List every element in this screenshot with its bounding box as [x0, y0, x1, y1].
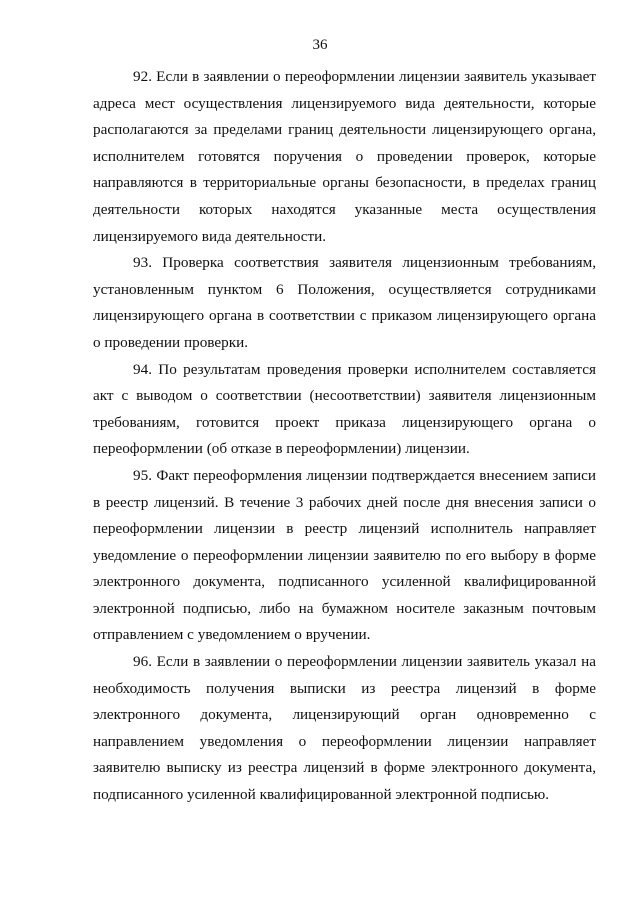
text-line: необходимость получения выписки из реестра лицензий в форме — [93, 679, 596, 697]
text-line: 96. Если в заявлении о переоформлении лицензии заявитель указал на — [133, 653, 596, 671]
document-body — [93, 64, 596, 809]
text-line: отправлением с уведомлением о вручении. — [93, 626, 371, 644]
text-line: переоформлении (об отказе в переоформлении) лицензии. — [93, 440, 470, 458]
text-line: направляются в территориальные органы безопасности, в пределах границ — [93, 174, 596, 192]
paragraph-93 — [93, 250, 596, 356]
text-line: лицензирующего органа в соответствии с приказом лицензирующего органа — [93, 307, 596, 325]
text-line: 93. Проверка соответствия заявителя лицензионным требованиям, — [133, 254, 596, 272]
text-line: подписанного усиленной квалифицированной электронной подписью. — [93, 786, 550, 804]
paragraph-95 — [93, 463, 596, 649]
text-line: электронного документа, подписанного усиленной квалифицированной — [93, 573, 596, 591]
text-line: располагаются за пределами границ деятельности лицензирующего органа, — [93, 121, 596, 139]
text-line: переоформлении лицензии в реестр лицензий исполнитель направляет — [93, 520, 596, 538]
text-line: заявителю выписку из реестра лицензий в форме электронного документа, — [93, 759, 596, 777]
paragraph-94 — [93, 357, 596, 463]
paragraph-96 — [93, 649, 596, 809]
paragraph-92 — [93, 64, 596, 250]
text-line: адреса мест осуществления лицензируемого вида деятельности, которые — [93, 94, 596, 112]
text-line: уведомление о переоформлении лицензии заявителю по его выбору в форме — [93, 546, 596, 564]
text-line: установленным пунктом 6 Положения, осуществляется сотрудниками — [93, 280, 596, 298]
text-line: электронного документа, лицензирующий орган одновременно с — [93, 706, 596, 724]
text-line: требованиям, готовится проект приказа лицензирующего органа о — [93, 413, 596, 431]
page-number: 36 — [312, 37, 328, 53]
text-line: 92. Если в заявлении о переоформлении лицензии заявитель указывает — [133, 68, 596, 85]
text-line: деятельности которых находятся указанные места осуществления — [93, 200, 596, 218]
text-line: исполнителем готовятся поручения о проведении проверок, которые — [93, 147, 596, 165]
text-line: о проведении проверки. — [93, 333, 249, 351]
text-line: в реестр лицензий. В течение 3 рабочих дней после дня внесения записи о — [93, 493, 596, 511]
text-line: 95. Факт переоформления лицензии подтверждается внесением записи — [133, 466, 596, 484]
text-line: направлением уведомления о переоформлении лицензии направляет — [93, 732, 596, 750]
text-line: 94. По результатам проведения проверки исполнителем составляется — [133, 360, 596, 378]
text-line: акт с выводом о соответствии (несоответствии) заявителя лицензионным — [93, 387, 596, 405]
text-line: электронной подписью, либо на бумажном носителе заказным почтовым — [93, 599, 596, 617]
text-line: лицензируемого вида деятельности. — [93, 227, 327, 245]
